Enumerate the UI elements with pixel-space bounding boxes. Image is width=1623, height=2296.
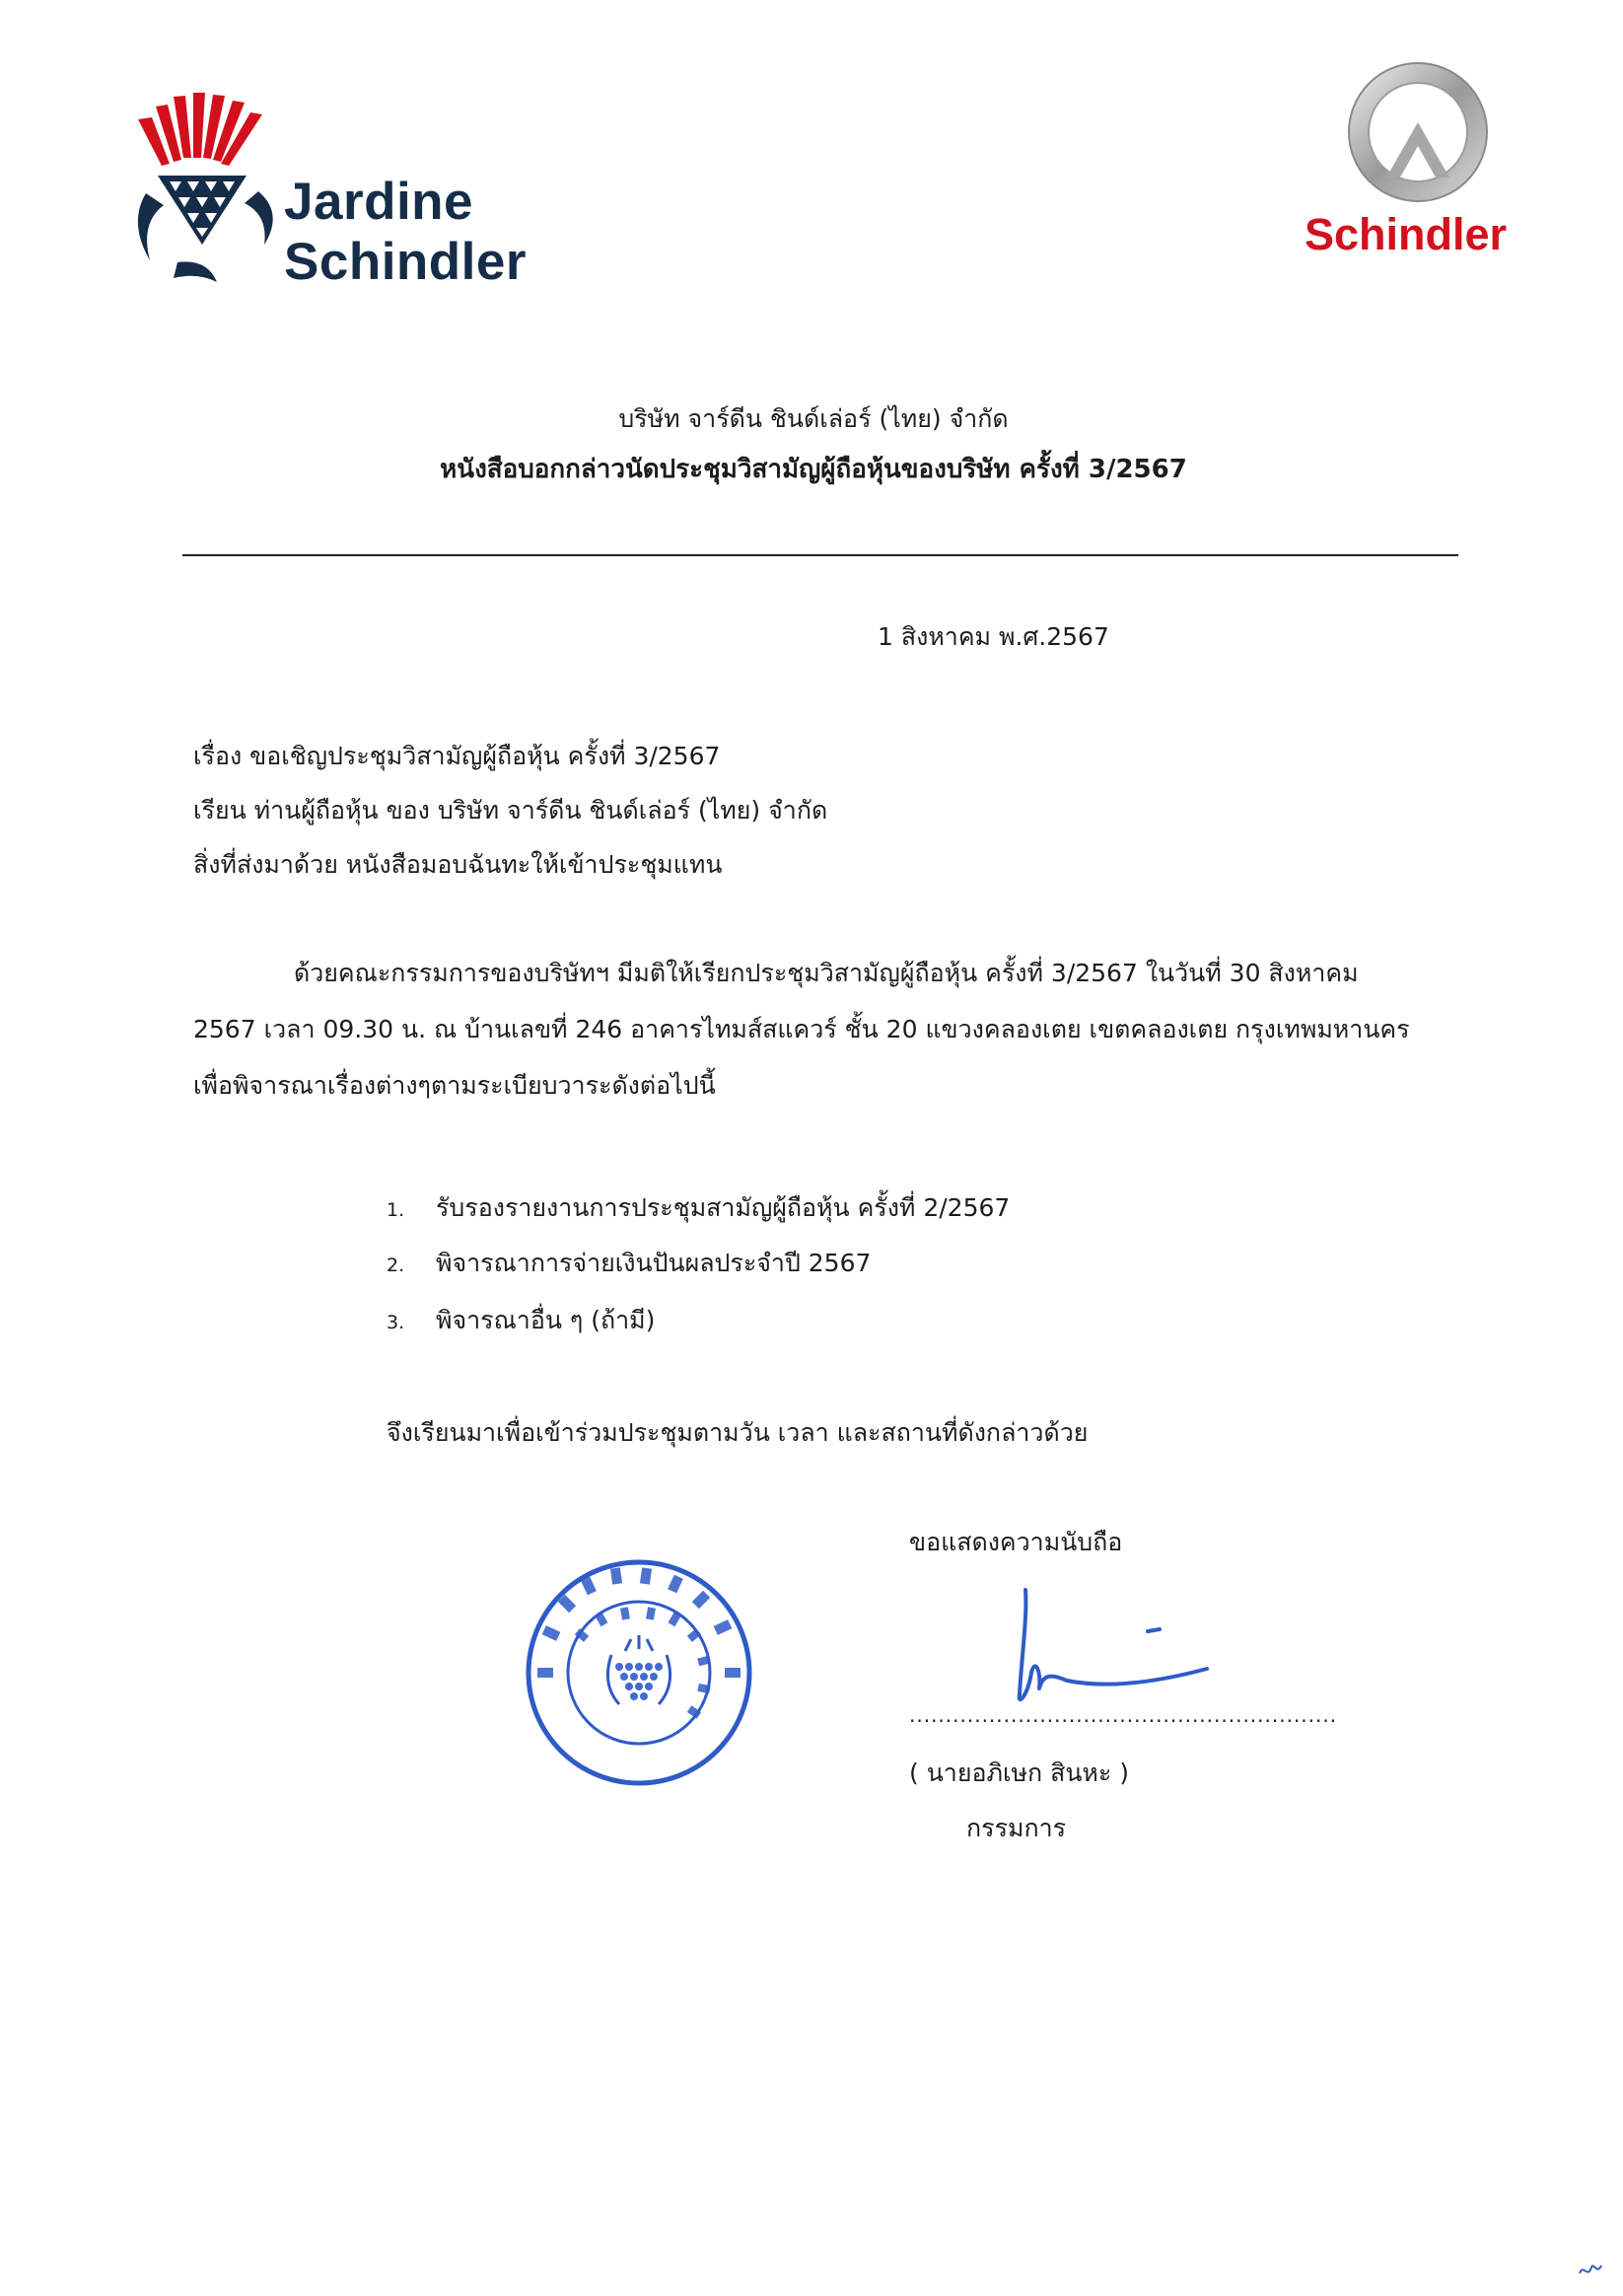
body-line-3: เพื่อพิจารณาเรื่องต่างๆตามระเบียบวาระดังต่อไปนี้	[193, 1071, 716, 1100]
agenda-item-number: 3.	[387, 1312, 405, 1333]
schindler-logo	[1292, 61, 1548, 268]
agenda-item	[387, 1247, 871, 1282]
agenda-item-number: 2.	[387, 1255, 405, 1276]
agenda-item-text: พิจารณาอื่น ๆ (ถ้ามี)	[436, 1306, 656, 1334]
thistle-emblem-icon	[118, 85, 286, 292]
signer-position: กรรมการ	[966, 1814, 1067, 1842]
schindler-wordmark: Schindler	[1305, 209, 1508, 259]
company-name: บริษัท จาร์ดีน ชินด์เล่อร์ (ไทย) จำกัด	[618, 404, 1009, 433]
agenda-item-text: พิจารณาการจ่ายเงินปันผลประจำปี 2567	[436, 1249, 872, 1277]
document-heading: หนังสือบอกกล่าวนัดประชุมวิสามัญผู้ถือหุ้นของบริษัท ครั้งที่ 3/2567	[440, 455, 1187, 484]
agenda-item	[387, 1191, 1010, 1227]
jardine-schindler-wordmark: Jardine Schindler	[284, 173, 528, 291]
letter-date: 1 สิงหาคม พ.ศ.2567	[878, 622, 1109, 651]
letter-recipient: เรียน ท่านผู้ถือหุ้น ของ บริษัท จาร์ดีน ชินด์เล่อร์ (ไทย) จำกัด	[193, 796, 828, 825]
closing-sentence: จึงเรียนมาเพื่อเข้าร่วมประชุมตามวัน เวลา และสถานที่ดังกล่าวด้วย	[387, 1418, 1089, 1447]
schindler-emblem-icon	[1292, 61, 1548, 209]
handwritten-signature	[998, 1578, 1225, 1716]
header-divider	[182, 554, 1458, 556]
body-line-1: ด้วยคณะกรรมการของบริษัทฯ มีมติให้เรียกประชุมวิสามัญผู้ถือหุ้น ครั้งที่ 3/2567 ในวันที่ 30 สิงหาคม	[294, 959, 1359, 987]
stray-ink-mark	[1576, 2254, 1605, 2283]
company-seal-stamp	[523, 1556, 755, 1789]
letter-subject: เรื่อง ขอเชิญประชุมวิสามัญผู้ถือหุ้น ครั้งที่ 3/2567	[193, 742, 721, 770]
jardine-schindler-logo	[118, 85, 710, 292]
agenda-item	[387, 1304, 655, 1339]
agenda-item-text: รับรองรายงานการประชุมสามัญผู้ถือหุ้น ครั้งที่ 2/2567	[436, 1193, 1011, 1222]
complimentary-close: ขอแสดงความนับถือ	[909, 1528, 1123, 1556]
signature-line: ...........................................................	[909, 1703, 1338, 1727]
letter-enclosure: สิ่งที่ส่งมาด้วย หนังสือมอบฉันทะให้เข้าประชุมแทน	[193, 850, 723, 879]
signer-name: ( นายอภิเษก สินหะ )	[909, 1758, 1130, 1787]
agenda-item-number: 1.	[387, 1199, 405, 1221]
body-line-2: 2567 เวลา 09.30 น. ณ บ้านเลขที่ 246 อาคารไทมส์สแควร์ ชั้น 20 แขวงคลองเตย เขตคลองเตย กรุงเทพมหานคร	[193, 1015, 1410, 1043]
